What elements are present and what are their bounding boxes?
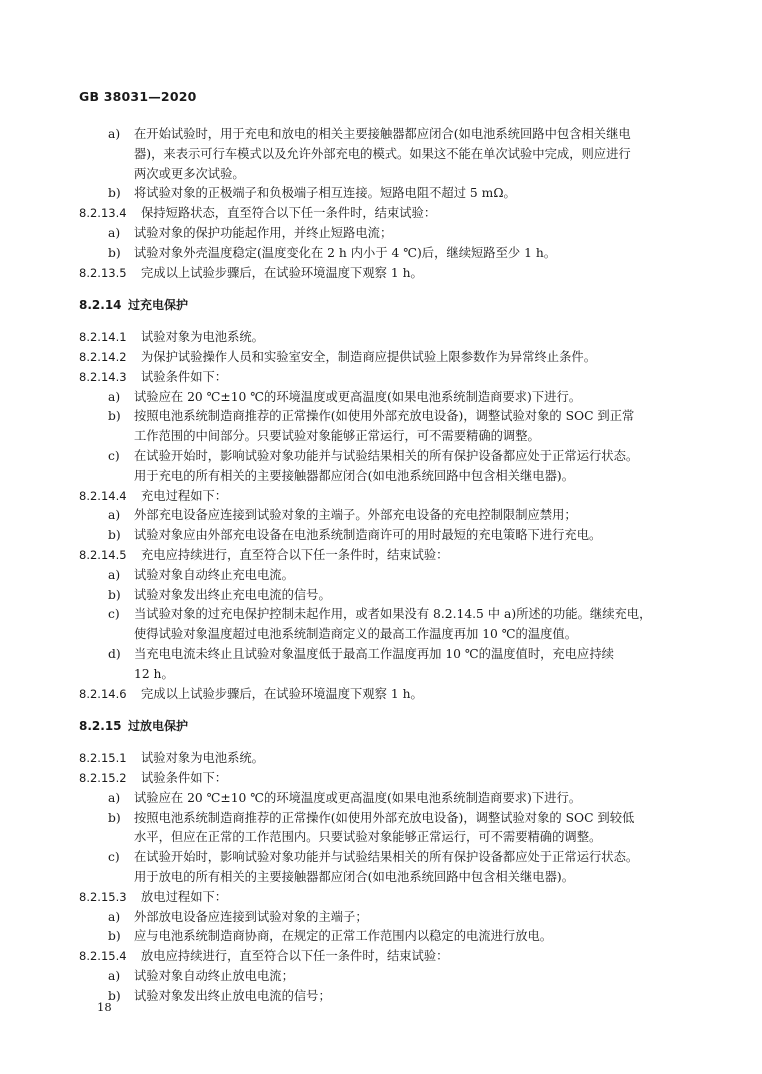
continuation-text: 水平，但应在正常的工作范围内。只要试验对象能够正常运行，可不需要精确的调整。	[134, 830, 602, 845]
clause-number: 8.2.14.5	[79, 548, 127, 562]
continuation-text: 使得试验对象温度超过电池系统制造商定义的最高工作温度再加 10 ℃的温度值。	[134, 627, 578, 642]
list-item-label: c)	[108, 607, 120, 622]
clause-text: 完成以上试验步骤后，在试验环境温度下观察 1 h。	[141, 265, 423, 280]
clause-text: 完成以上试验步骤后，在试验环境温度下观察 1 h。	[141, 686, 423, 701]
list-item-label: b)	[108, 186, 121, 201]
clause-text: 试验条件如下：	[141, 771, 228, 785]
clause	[0, 946, 762, 966]
clause-number: 8.2.15.2	[79, 771, 127, 785]
list-item-label: b)	[108, 587, 121, 602]
section-title: 过充电保护	[128, 297, 189, 312]
clause-text: 试验条件如下：	[141, 369, 228, 384]
continuation-text: 器)，来表示可行车模式以及允许外部充电的模式。如果这不能在单次试验中完成，则应进行	[134, 146, 631, 161]
list-item-label: a)	[108, 389, 121, 404]
list-item-text: 试验对象发出终止充电电流的信号。	[134, 587, 331, 602]
list-item-text: 试验应在 20 ℃±10 ℃的环境温度或更高温度(如果电池系统制造商要求)下进行。	[134, 389, 582, 404]
list-item	[0, 525, 762, 545]
list-item-text: 按照电池系统制造商推荐的正常操作(如使用外部充放电设备)，调整试验对象的 SOC 到正常	[134, 409, 635, 424]
list-item	[0, 604, 762, 624]
list-item-label: a)	[108, 567, 121, 582]
section-number: 8.2.14	[79, 297, 122, 312]
list-item-label: c)	[108, 449, 120, 463]
standard-number-header: GB 38031—2020	[79, 89, 197, 104]
clause-text: 放电应持续进行，直至符合以下任一条件时，结束试验：	[141, 949, 449, 964]
list-item-text: 试验对象应由外部充电设备在电池系统制造商许可的用时最短的充电策略下进行充电。	[134, 528, 602, 543]
list-item-label: c)	[108, 850, 120, 865]
list-item-text: 将试验对象的正极端子和负极端子相互连接。短路电阻不超过 5 mΩ。	[134, 186, 516, 201]
clause	[0, 367, 762, 387]
list-item-text: 按照电池系统制造商推荐的正常操作(如使用外部充放电设备)，调整试验对象的 SOC 到较低	[134, 810, 635, 825]
clause	[0, 263, 762, 283]
list-item	[0, 406, 762, 426]
list-item	[0, 986, 762, 1006]
clause-text: 为保护试验操作人员和实验室安全，制造商应提供试验上限参数作为异常终止条件。	[141, 350, 596, 364]
list-item-label: a)	[108, 226, 121, 240]
list-item-continuation	[0, 426, 762, 446]
clause	[0, 203, 762, 223]
list-item-continuation	[0, 827, 762, 847]
clause	[0, 768, 762, 788]
clause-number: 8.2.15.3	[79, 889, 127, 904]
list-item	[0, 585, 762, 605]
continuation-text: 用于充电的所有相关的主要接触器都应闭合(如电池系统回路中包含相关继电器)。	[134, 468, 574, 483]
clause	[0, 545, 762, 565]
list-item	[0, 926, 762, 946]
clause-text: 试验对象为电池系统。	[141, 330, 264, 345]
clause-number: 8.2.13.5	[79, 265, 127, 280]
list-item-text: 试验对象的保护功能起作用，并终止短路电流；	[134, 226, 393, 240]
list-item-label: a)	[108, 790, 121, 805]
list-item	[0, 387, 762, 407]
list-item	[0, 243, 762, 263]
list-item-continuation	[0, 624, 762, 644]
list-item-text: 试验对象外壳温度稳定(温度变化在 2 h 内小于 4 ℃)后，继续短路至少 1 h。	[134, 245, 557, 260]
clause	[0, 684, 762, 704]
clause-text: 试验对象为电池系统。	[141, 751, 264, 766]
clause-number: 8.2.14.3	[79, 369, 127, 384]
clause	[0, 486, 762, 506]
list-item-label: b)	[108, 810, 121, 825]
clause-number: 8.2.15.1	[79, 751, 127, 766]
clause-number: 8.2.13.4	[79, 206, 127, 221]
clause	[0, 347, 762, 367]
list-item-label: b)	[108, 988, 121, 1003]
list-item-label: a)	[108, 969, 121, 983]
list-item-label: d)	[108, 647, 121, 661]
list-item-text: 在试验开始时，影响试验对象功能并与试验结果相关的所有保护设备都应处于正常运行状态。	[134, 850, 639, 865]
section-heading	[0, 295, 762, 315]
clause-text: 充电应持续进行，直至符合以下任一条件时，结束试验：	[141, 548, 449, 562]
list-item-text: 试验应在 20 ℃±10 ℃的环境温度或更高温度(如果电池系统制造商要求)下进行。	[134, 790, 582, 805]
list-item-continuation	[0, 664, 762, 684]
list-item	[0, 223, 762, 243]
list-item-text: 试验对象发出终止放电电流的信号；	[134, 988, 331, 1003]
clause-number: 8.2.15.4	[79, 949, 127, 964]
clause-number: 8.2.14.6	[79, 686, 127, 701]
list-item-continuation	[0, 867, 762, 887]
list-item	[0, 505, 762, 525]
clause-text: 放电过程如下：	[141, 889, 228, 904]
clause	[0, 327, 762, 347]
list-item-label: b)	[108, 409, 121, 424]
list-item-label: b)	[108, 245, 121, 260]
section-number: 8.2.15	[79, 718, 122, 733]
list-item	[0, 565, 762, 585]
list-item-label: a)	[108, 508, 121, 523]
list-item-text: 试验对象自动终止放电电流；	[134, 969, 294, 983]
list-item	[0, 788, 762, 808]
clause	[0, 748, 762, 768]
list-item	[0, 446, 762, 466]
list-item-continuation	[0, 466, 762, 486]
page-number: 18	[97, 1000, 112, 1014]
continuation-text: 两次或更多次试验。	[134, 166, 245, 181]
list-item-label: a)	[108, 909, 121, 924]
list-item-text: 试验对象自动终止充电电流。	[134, 567, 294, 582]
list-item-text: 应与电池系统制造商协商，在规定的正常工作范围内以稳定的电流进行放电。	[134, 929, 553, 944]
list-item-label: b)	[108, 528, 121, 543]
list-item	[0, 847, 762, 867]
clause-number: 8.2.14.2	[79, 350, 127, 364]
clause-text: 充电过程如下：	[141, 488, 228, 503]
continuation-text: 用于放电的所有相关的主要接触器都应闭合(如电池系统回路中包含相关继电器)。	[134, 870, 574, 884]
list-item-continuation	[0, 144, 762, 164]
section-heading	[0, 716, 762, 736]
list-item-text: 在试验开始时，影响试验对象功能并与试验结果相关的所有保护设备都应处于正常运行状态。	[134, 449, 639, 463]
list-item	[0, 808, 762, 828]
continuation-text: 12 h。	[134, 666, 174, 681]
list-item	[0, 644, 762, 664]
list-item	[0, 183, 762, 203]
list-item	[0, 966, 762, 986]
list-item	[0, 124, 762, 144]
list-item-text: 外部放电设备应连接到试验对象的主端子；	[134, 909, 368, 924]
continuation-text: 工作范围的中间部分。只要试验对象能够正常运行，可不需要精确的调整。	[134, 429, 540, 444]
list-item-text: 在开始试验时，用于充电和放电的相关主要接触器都应闭合(如电池系统回路中包含相关继电	[134, 127, 631, 141]
list-item-text: 外部充电设备应连接到试验对象的主端子。外部充电设备的充电控制限制应禁用；	[134, 508, 577, 523]
clause-number: 8.2.14.1	[79, 330, 127, 345]
list-item	[0, 907, 762, 927]
list-item-text: 当充电电流未终止且试验对象温度低于最高工作温度再加 10 ℃的温度值时，充电应持续	[134, 647, 614, 661]
clause-number: 8.2.14.4	[79, 488, 127, 503]
clause-text: 保持短路状态，直至符合以下任一条件时，结束试验：	[141, 206, 437, 221]
list-item-label: a)	[108, 127, 121, 141]
section-title: 过放电保护	[128, 718, 189, 733]
list-item-continuation	[0, 164, 762, 184]
clause	[0, 887, 762, 907]
list-item-text: 当试验对象的过充电保护控制未起作用，或者如果没有 8.2.14.5 中 a)所述的功能。继续充电，	[134, 607, 652, 622]
list-item-label: b)	[108, 929, 121, 944]
